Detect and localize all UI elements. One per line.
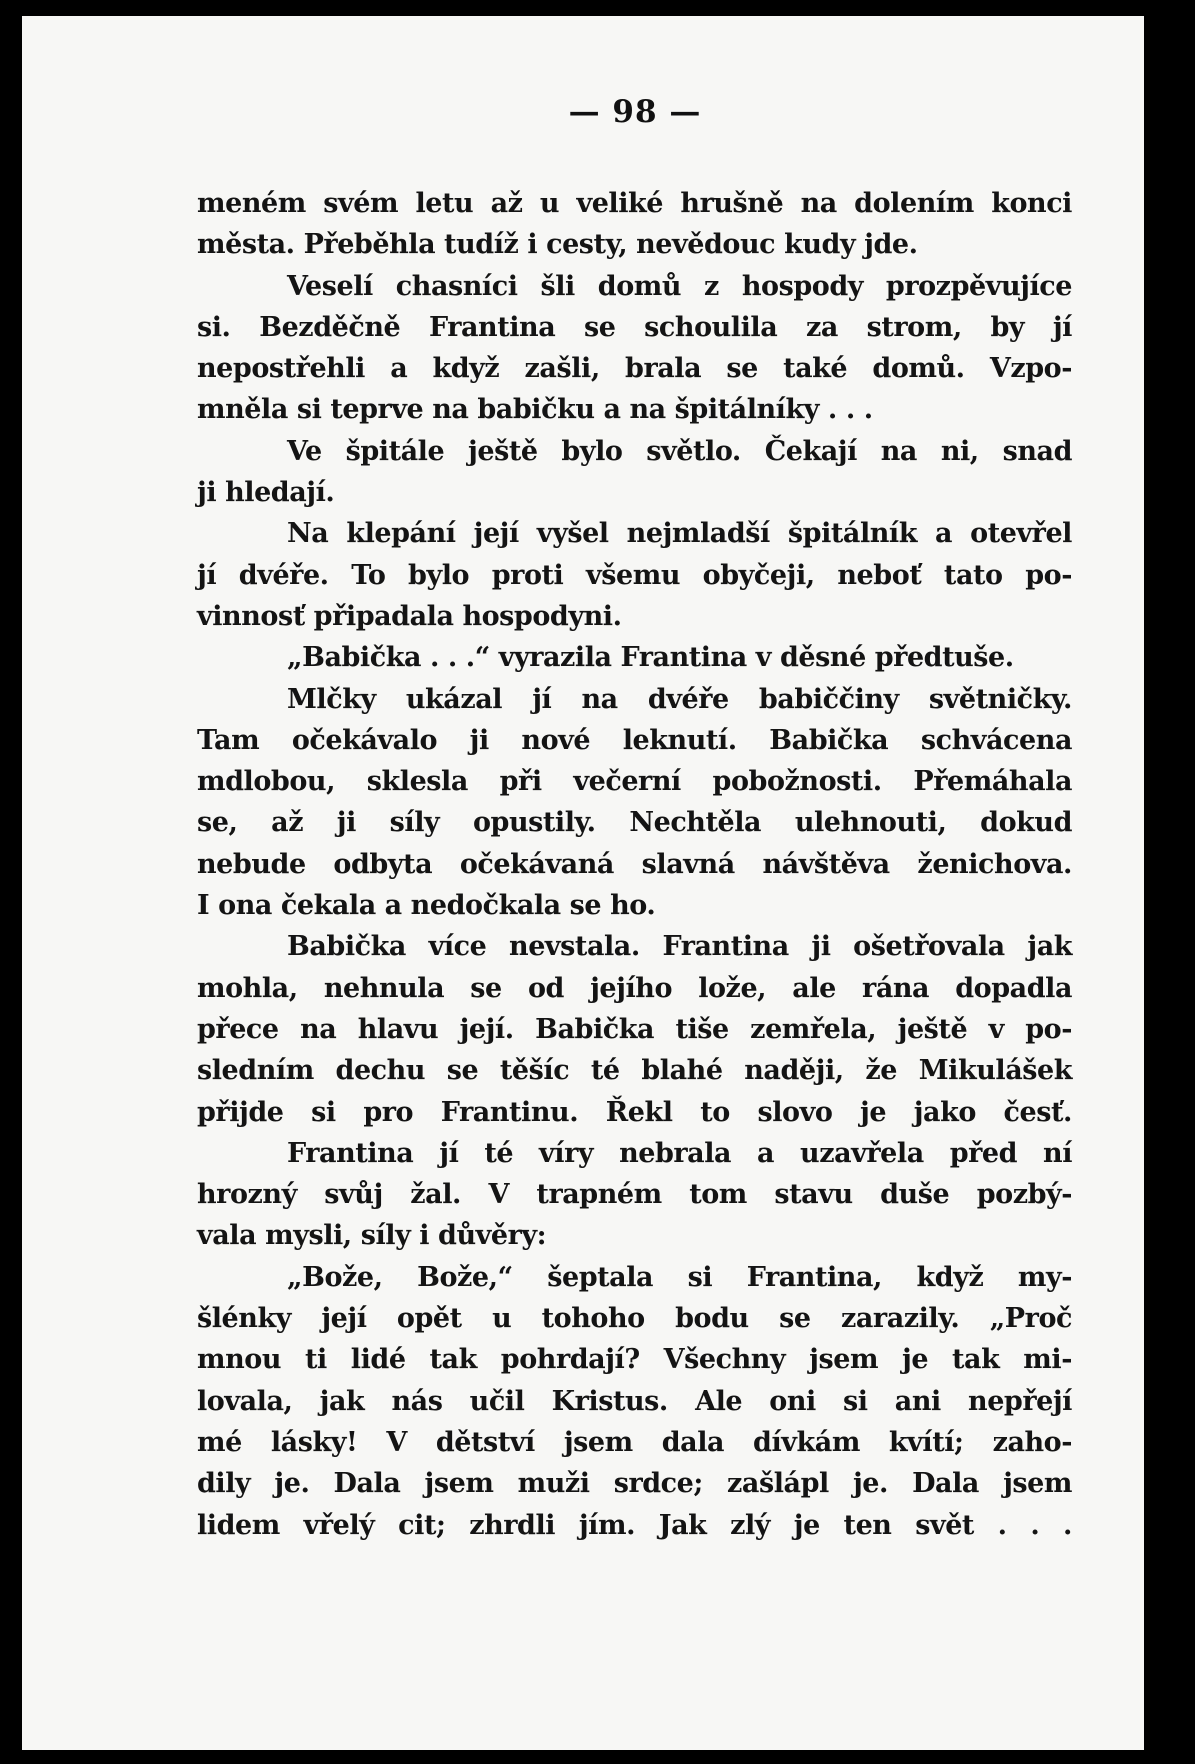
text-line: lovala, jak nás učil Kristus. Ale oni si ani nepřejí [197, 1385, 1072, 1417]
text-line: jí dvéře. To bylo proti všemu obyčeji, neboť tato po- [197, 559, 1072, 591]
scan-edge-bottom [0, 1754, 1195, 1764]
text-line: vala mysli, síly i důvěry: [197, 1220, 547, 1252]
text-line: „Bože, Bože,“ šeptala si Frantina, když my- [287, 1261, 1072, 1293]
text-line: Babička více nevstala. Frantina ji ošetřovala jak [287, 931, 1072, 963]
text-line: mdlobou, sklesla při večerní pobožnosti. Přemáhala [197, 766, 1072, 798]
text-line: dily je. Dala jsem muži srdce; zašlápl je. Dala jsem [197, 1468, 1072, 1500]
scan-edge-right [1171, 0, 1195, 1764]
text-line: Na klepání její vyšel nejmladší špitálník a otevřel [287, 518, 1072, 550]
text-line: Mlčky ukázal jí na dvéře babiččiny světničky. [287, 683, 1072, 715]
text-line: města. Přeběhla tudíž i cesty, nevědouc kudy jde. [197, 229, 918, 261]
text-line: mnou ti lidé tak pohrdají? Všechny jsem je tak mi- [197, 1344, 1072, 1376]
text-line: meném svém letu až u veliké hrušně na dolením konci [197, 188, 1072, 219]
text-line: Ve špitále ještě bylo světlo. Čekají na ni, snad [287, 435, 1072, 467]
text-line: přijde si pro Frantinu. Řekl to slovo je jako česť. [197, 1096, 1072, 1128]
text-line: Tam očekávalo ji nové leknutí. Babička schvácena [197, 724, 1072, 756]
text-line: mé lásky! V dětství jsem dala dívkám kvítí; zaho- [197, 1426, 1072, 1458]
text-line: si. Bezděčně Frantina se schoulila za strom, by jí [197, 311, 1072, 343]
text-line: ji hledají. [197, 477, 335, 509]
text-line: lidem vřelý cit; zhrdli jím. Jak zlý je ten svět . . . [197, 1509, 1072, 1541]
text-line: šlénky její opět u tohoho bodu se zarazily. „Proč [197, 1303, 1072, 1335]
text-line: vinnosť připadala hospodyni. [197, 600, 622, 632]
text-line: „Babička . . .“ vyrazila Frantina v děsné předtuše. [287, 642, 1014, 674]
body-text [197, 183, 1072, 1546]
text-line: přece na hlavu její. Babička tiše zemřela, ještě v po- [197, 1013, 1072, 1045]
text-line: hrozný svůj žal. V trapném tom stavu duše pozbý- [197, 1179, 1072, 1211]
text-line: nebude odbyta očekávaná slavná návštěva ženichova. [197, 848, 1072, 880]
text-line: Frantina jí té víry nebrala a uzavřela před ní [287, 1137, 1072, 1169]
text-line: mněla si teprve na babičku a na špitálníky . . . [197, 394, 873, 426]
text-line: Veselí chasníci šli domů z hospody prozpěvujíce [287, 270, 1072, 302]
text-line: I ona čekala a nedočkala se ho. [197, 890, 656, 922]
page-number: — 98 — [568, 94, 702, 130]
text-line: nepostřehli a když zašli, brala se také domů. Vzpo- [197, 353, 1072, 385]
text-line: mohla, nehnula se od jejího lože, ale rána dopadla [197, 972, 1072, 1004]
text-line: se, až ji síly opustily. Nechtěla ulehnouti, dokud [197, 807, 1072, 839]
text-line: sledním dechu se těšíc té blahé naději, že Mikulášek [197, 1055, 1072, 1087]
